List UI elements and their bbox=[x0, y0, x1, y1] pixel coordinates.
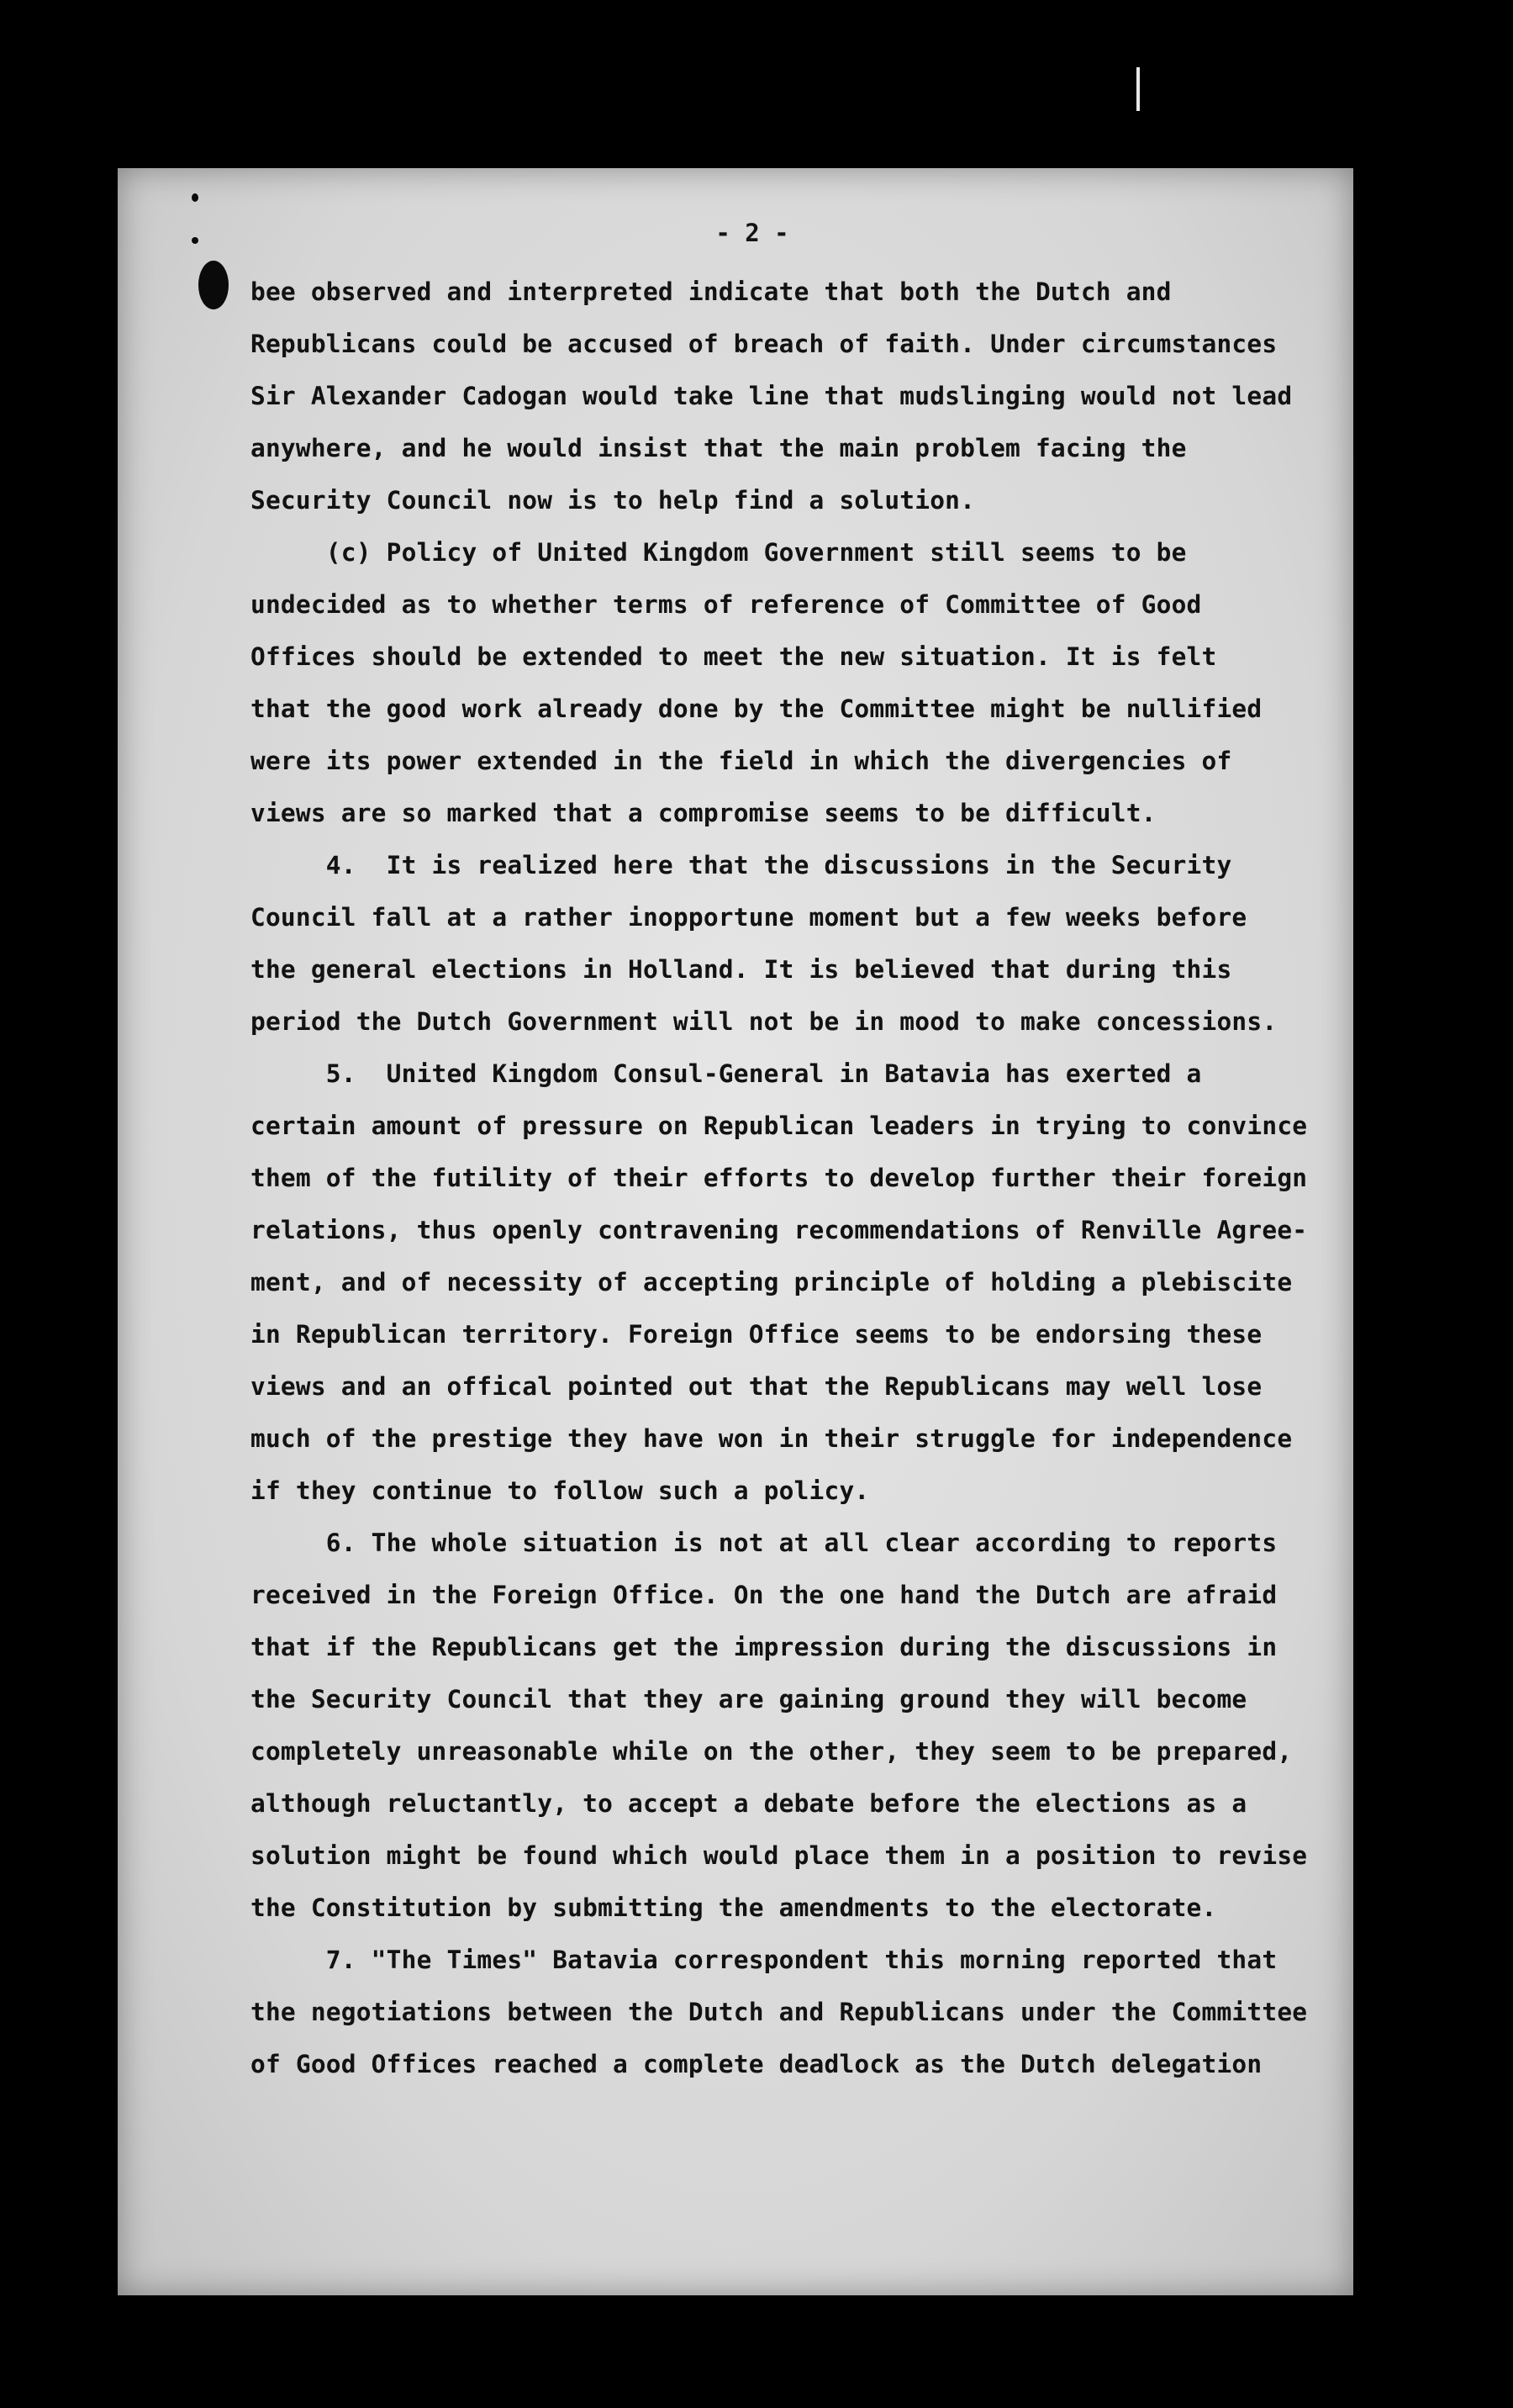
text-line: Offices should be extended to meet the new situation. It is felt bbox=[250, 642, 1217, 671]
text-line: solution might be found which would place them in a position to revise bbox=[250, 1841, 1308, 1870]
text-line: the Constitution by submitting the amendments to the electorate. bbox=[250, 1893, 1217, 1922]
text-line: bee observed and interpreted indicate that both the Dutch and bbox=[250, 277, 1172, 306]
text-line: 7. "The Times" Batavia correspondent this morning reported that bbox=[250, 1946, 1278, 1974]
text-line: period the Dutch Government will not be in mood to make concessions. bbox=[250, 1007, 1278, 1036]
text-line: that the good work already done by the Committee might be nullified bbox=[250, 694, 1263, 723]
text-line: the Security Council that they are gaining ground they will become bbox=[250, 1685, 1247, 1714]
text-line: views are so marked that a compromise seems to be difficult. bbox=[250, 799, 1157, 827]
text-line: ment, and of necessity of accepting principle of holding a plebiscite bbox=[250, 1268, 1293, 1296]
document-page bbox=[118, 168, 1353, 2295]
text-line: them of the futility of their efforts to develop further their foreign bbox=[250, 1164, 1308, 1192]
text-line: undecided as to whether terms of reference of Committee of Good bbox=[250, 590, 1202, 619]
text-line: Council fall at a rather inopportune moment but a few weeks before bbox=[250, 903, 1247, 932]
text-line: (c) Policy of United Kingdom Government still seems to be bbox=[250, 538, 1187, 567]
text-line: 5. United Kingdom Consul-General in Batavia has exerted a bbox=[250, 1059, 1202, 1088]
text-line: views and an offical pointed out that the Republicans may well lose bbox=[250, 1372, 1263, 1401]
text-line: much of the prestige they have won in their struggle for independence bbox=[250, 1424, 1293, 1453]
ink-blot bbox=[198, 261, 229, 309]
text-line: 6. The whole situation is not at all clear according to reports bbox=[250, 1529, 1278, 1557]
text-line: Security Council now is to help find a solution. bbox=[250, 486, 976, 515]
page-number: - 2 - bbox=[715, 219, 789, 247]
text-line: certain amount of pressure on Republican leaders in trying to convince bbox=[250, 1112, 1308, 1140]
text-line: anywhere, and he would insist that the main problem facing the bbox=[250, 434, 1187, 462]
text-line: although reluctantly, to accept a debate before the elections as a bbox=[250, 1789, 1247, 1818]
text-line: were its power extended in the field in which the divergencies of bbox=[250, 747, 1232, 775]
film-edge-mark bbox=[1136, 67, 1140, 111]
text-line: that if the Republicans get the impression during the discussions in bbox=[250, 1633, 1278, 1661]
text-line: Republicans could be accused of breach of faith. Under circumstances bbox=[250, 330, 1278, 358]
text-line: completely unreasonable while on the other, they seem to be prepared, bbox=[250, 1737, 1293, 1766]
text-line: in Republican territory. Foreign Office seems to be endorsing these bbox=[250, 1320, 1263, 1349]
text-line: Sir Alexander Cadogan would take line that mudslinging would not lead bbox=[250, 382, 1293, 410]
text-line: of Good Offices reached a complete deadlock as the Dutch delegation bbox=[250, 2050, 1263, 2078]
text-line: received in the Foreign Office. On the one hand the Dutch are afraid bbox=[250, 1581, 1278, 1609]
text-line: the negotiations between the Dutch and Republicans under the Committee bbox=[250, 1998, 1308, 2026]
text-line: relations, thus openly contravening recommendations of Renville Agree- bbox=[250, 1216, 1308, 1244]
ink-blot bbox=[192, 193, 198, 202]
text-line: if they continue to follow such a policy. bbox=[250, 1476, 870, 1505]
text-line: 4. It is realized here that the discussions in the Security bbox=[250, 851, 1232, 879]
text-line: the general elections in Holland. It is believed that during this bbox=[250, 955, 1232, 984]
